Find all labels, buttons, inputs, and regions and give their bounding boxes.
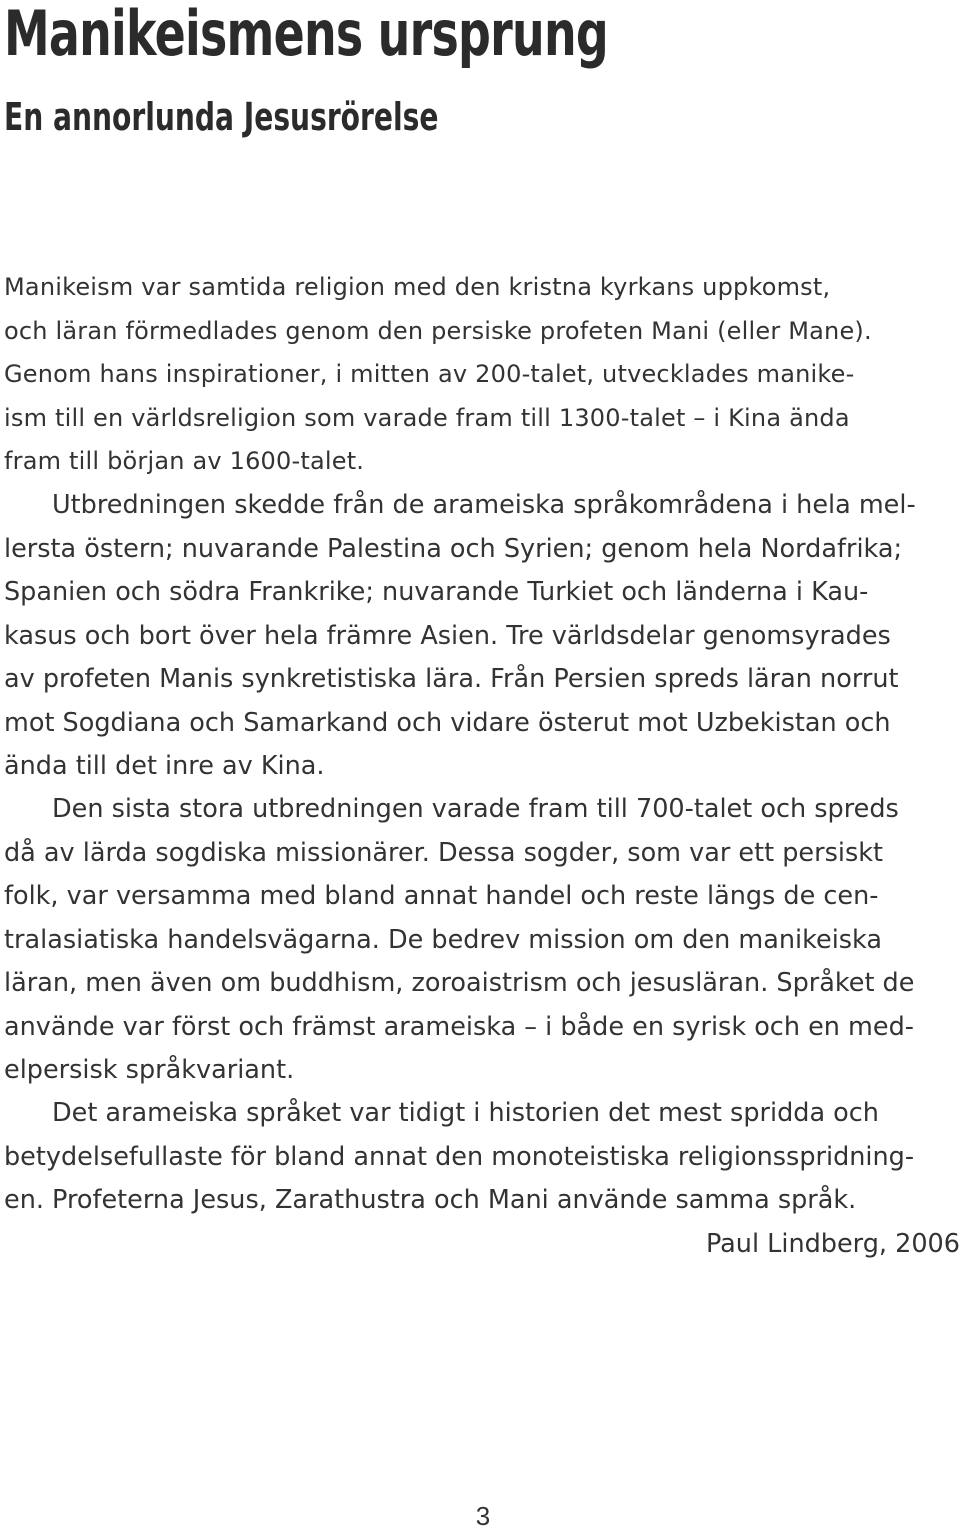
paragraph-line: Den sista stora utbredningen varade fram till 700-talet och spreds <box>52 794 899 824</box>
paragraph-line: av profeten Manis synkretistiska lära. Från Persien spreds läran norrut <box>4 664 899 694</box>
paragraph-3 <box>4 788 914 1093</box>
paragraph-line: Manikeism var samtida religion med den kristna kyrkans uppkomst, <box>4 273 831 301</box>
paragraph-line: Det arameiska språket var tidigt i historien det mest spridda och <box>52 1098 879 1128</box>
paragraph-line: folk, var versamma med bland annat handel och reste längs de cen- <box>4 881 879 911</box>
author-signature: Paul Lindberg, 2006 <box>705 1229 960 1259</box>
paragraph-line: tralasiatiska handelsvägarna. De bedrev mission om den manikeiska <box>4 924 883 955</box>
paragraph-line: använde var först och främst arameiska – i både en syrisk och en med- <box>4 1011 914 1042</box>
paragraph-1 <box>4 266 872 484</box>
paragraph-line: lersta östern; nuvarande Palestina och Syrien; genom hela Nordafrika; <box>4 533 903 564</box>
page-number: 3 <box>475 1501 491 1531</box>
paragraph-line: då av lärda sogdiska missionärer. Dessa sogder, som var ett persiskt <box>4 837 884 868</box>
paragraph-line: elpersisk språkvariant. <box>4 1055 295 1085</box>
paragraph-line: Utbredningen skedde från de arameiska språkområdena i hela mel- <box>52 490 916 520</box>
paragraph-line: mot Sogdiana och Samarkand och vidare österut mot Uzbekistan och <box>4 707 891 738</box>
paragraph-line: ism till en världsreligion som varade fram till 1300-talet – i Kina ända <box>4 403 850 432</box>
paragraph-line: Genom hans inspirationer, i mitten av 200-talet, utvecklades manike- <box>4 360 855 388</box>
paragraph-line: ända till det inre av Kina. <box>4 751 325 781</box>
paragraph-line: en. Profeterna Jesus, Zarathustra och Mani använde samma språk. <box>4 1185 857 1215</box>
page-subtitle: En annorlunda Jesusrörelse <box>4 95 439 139</box>
paragraph-line: betydelsefullaste för bland annat den monoteistiska religionsspridning- <box>4 1141 915 1172</box>
paragraph-line: kasus och bort över hela främre Asien. Tre världsdelar genomsyrades <box>4 620 891 651</box>
paragraph-line: Spanien och södra Frankrike; nuvarande Turkiet och länderna i Kau- <box>4 577 869 607</box>
page-title: Manikeismens ursprung <box>4 0 609 70</box>
paragraph-line: läran, men även om buddhism, zoroaistrism och jesusläran. Språket de <box>4 968 915 998</box>
paragraph-line: och läran förmedlades genom den persiske profeten Mani (eller Mane). <box>4 316 872 345</box>
paragraph-line: fram till början av 1600-talet. <box>4 447 365 475</box>
paragraph-4 <box>4 1092 914 1223</box>
paragraph-2 <box>4 484 916 789</box>
